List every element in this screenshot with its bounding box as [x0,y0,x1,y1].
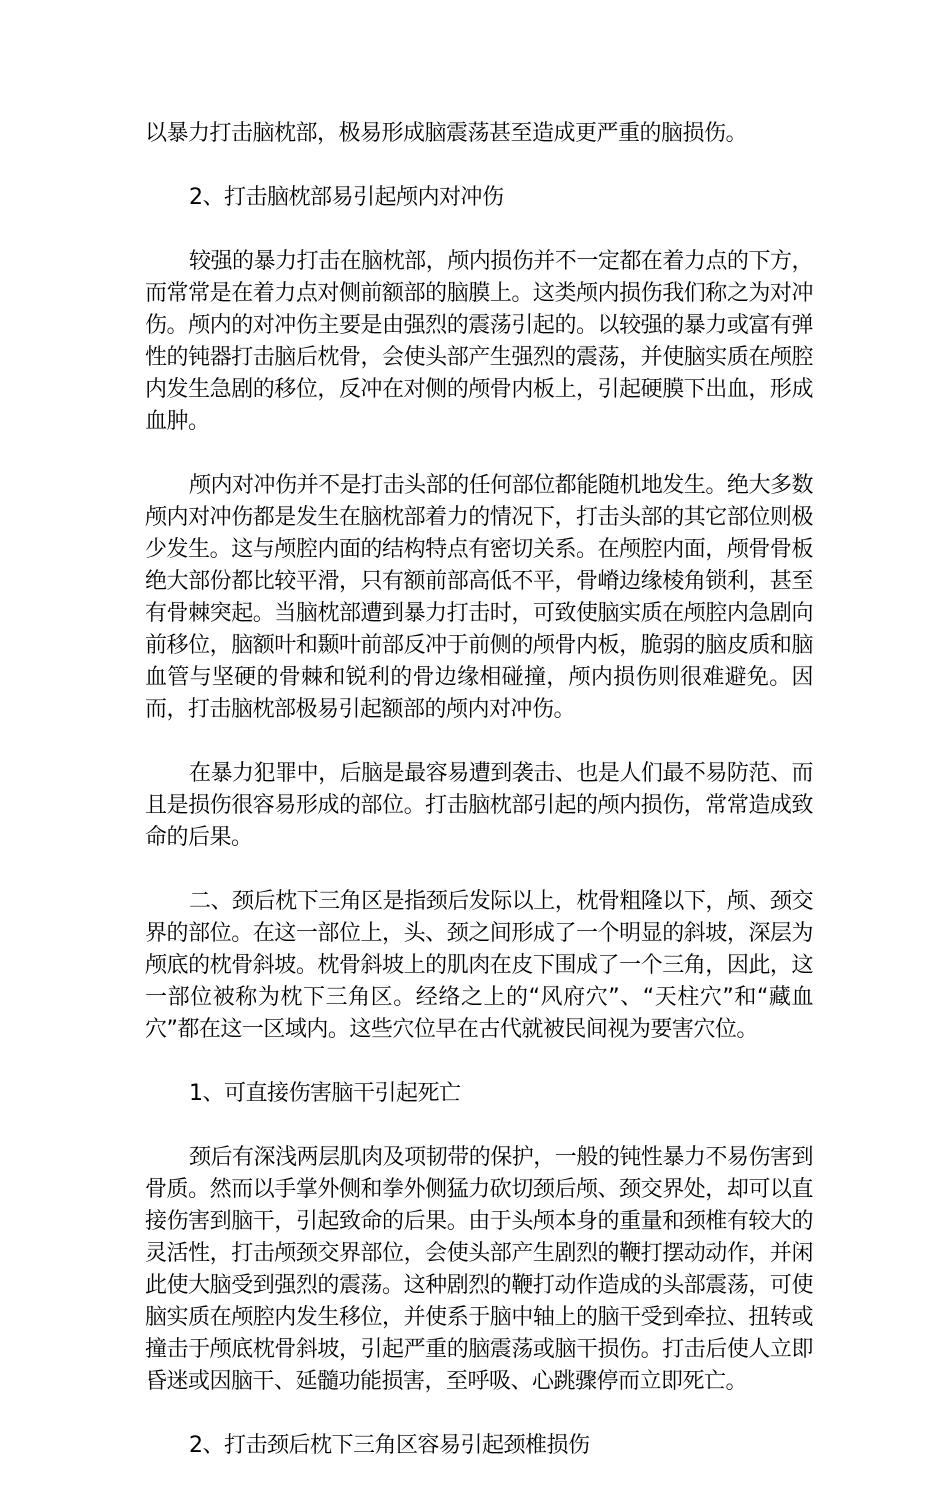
paragraph: 较强的暴力打击在脑枕部，颅内损伤并不一定都在着力点的下方，而常常是在着力点对侧前额部的脑膜上。这类颅内损伤我们称之为对冲伤。颅内的对冲伤主要是由强烈的震荡引起的。以较强的暴力或富有弹性的钝器打击脑后枕骨，会使头部产生强烈的震荡，并使脑实质在颅腔内发生急剧的移位，反冲在对侧的颅骨内板上，引起硬膜下出血，形成血肿。 [145,249,813,434]
section-heading: 1、可直接伤害脑干引起死亡 [189,1081,461,1106]
paragraph: 在暴力犯罪中，后脑是最容易遭到袭击、也是人们最不易防范、而且是损伤很容易形成的部位。打击脑枕部引起的颅内损伤，常常造成致命的后果。 [145,761,813,850]
document-body [145,118,813,1494]
section-heading: 2、打击脑枕部易引起颅内对冲伤 [189,185,504,210]
section-heading: 2、打击颈后枕下三角区容易引起颈椎损伤 [189,1433,590,1458]
paragraph: 颈后有深浅两层肌肉及项韧带的保护，一般的钝性暴力不易伤害到骨质。然而以手掌外侧和拳外侧猛力砍切颈后颅、颈交界处，却可以直接伤害到脑干，引起致命的后果。由于头颅本身的重量和颈椎有较大的灵活性，打击颅颈交界部位，会使头部产生剧烈的鞭打摆动动作，并闲此使大脑受到强烈的震荡。这种剧烈的鞭打动作造成的头部震荡，可使脑实质在颅腔内发生移位，并使系于脑中轴上的脑干受到牵拉、扭转或撞击于颅底枕骨斜坡，引起严重的脑震荡或脑干损伤。打击后使人立即昏迷或因脑干、延髓功能损害，至呼吸、心跳骤停而立即死亡。 [145,1145,813,1394]
paragraph: 颅内对冲伤并不是打击头部的任何部位都能随机地发生。绝大多数颅内对冲伤都是发生在脑枕部着力的情况下，打击头部的其它部位则极少发生。这与颅腔内面的结构特点有密切关系。在颅腔内面，颅骨骨板绝大部份都比较平滑，只有额前部高低不平，骨嵴边缘棱角锁利，甚至有骨棘突起。当脑枕部遭到暴力打击时，可致使脑实质在颅腔内急剧向前移位，脑额叶和颞叶前部反冲于前侧的颅骨内板，脆弱的脑皮质和脑血管与坚硬的骨棘和锐利的骨边缘相碰撞，颅内损伤则很难避免。因而，打击脑枕部极易引起额部的颅内对冲伤。 [145,473,813,722]
paragraph-continuation: 以暴力打击脑枕部，极易形成脑震荡甚至造成更严重的脑损伤。 [145,121,748,146]
paragraph: 二、颈后枕下三角区是指颈后发际以上，枕骨粗隆以下，颅、颈交界的部位。在这一部位上，头、颈之间形成了一个明显的斜坡，深层为颅底的枕骨斜坡。枕骨斜坡上的肌肉在皮下围成了一个三角，因此，这一部位被称为枕下三角区。经络之上的“风府穴”、“天柱穴”和“藏血穴”都在这一区域内。这些穴位早在古代就被民间视为要害穴位。 [145,889,813,1042]
